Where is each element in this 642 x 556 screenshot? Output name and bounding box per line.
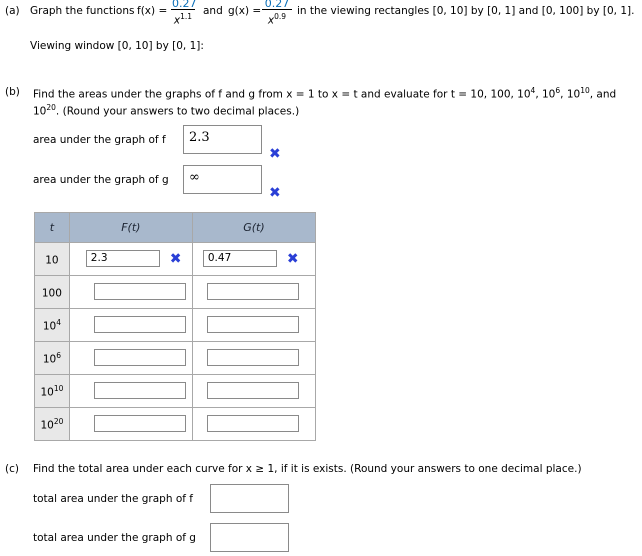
part-c-label: (c) bbox=[5, 463, 19, 475]
f-cell bbox=[69, 375, 192, 408]
viewing-rectangles-text: in the viewing rectangles [0, 10] by [0, 1] and [0, 100] by [0, 1]. bbox=[297, 5, 635, 17]
table-header-row bbox=[35, 213, 316, 243]
total-g-input[interactable] bbox=[210, 523, 289, 552]
table-row bbox=[35, 309, 316, 342]
header-t: t bbox=[35, 213, 70, 243]
header-F: F(t) bbox=[69, 213, 192, 243]
incorrect-icon: ✖ bbox=[169, 251, 182, 267]
f-input[interactable] bbox=[94, 382, 186, 399]
g-cell bbox=[192, 276, 315, 309]
incorrect-icon: ✖ bbox=[269, 185, 281, 201]
g-function-name: g(x) = bbox=[228, 5, 262, 17]
g-cell bbox=[192, 342, 315, 375]
f-denominator: $x^{1.1}$ bbox=[173, 12, 193, 27]
f-input[interactable] bbox=[94, 283, 186, 300]
g-numerator: 0.27 bbox=[262, 0, 292, 10]
total-g-label: total area under the graph of g bbox=[33, 532, 196, 544]
g-cell bbox=[192, 408, 315, 441]
part-b-label: (b) bbox=[5, 86, 20, 98]
g-cell bbox=[192, 243, 315, 276]
and-text: and bbox=[203, 5, 223, 17]
area-f-input[interactable] bbox=[183, 125, 262, 154]
part-b-instructions: Find the areas under the graphs of f and g from x = 1 to x = t and evaluate for t = 10, 100, $10^4$, $10^6$, $10^{10}$, and bbox=[33, 86, 617, 101]
g-cell bbox=[192, 309, 315, 342]
header-G: G(t) bbox=[192, 213, 315, 243]
g-fraction bbox=[262, 0, 292, 28]
f-cell bbox=[69, 243, 192, 276]
row-t: $10^6$ bbox=[35, 342, 70, 375]
f-numerator: 0.27 bbox=[172, 0, 197, 10]
f-input[interactable]: 2.3 bbox=[86, 250, 160, 267]
g-denominator: $x^{0.9}$ bbox=[267, 12, 287, 27]
part-c-instructions: Find the total area under each curve for x ≥ 1, if it is exists. (Round your answers to one decimal place.) bbox=[33, 463, 582, 475]
g-input[interactable] bbox=[207, 415, 299, 432]
f-cell bbox=[69, 342, 192, 375]
row-t: 10 bbox=[35, 243, 70, 276]
g-input[interactable] bbox=[207, 316, 299, 333]
area-g-input[interactable] bbox=[183, 165, 262, 194]
area-g-label: area under the graph of g bbox=[33, 174, 169, 186]
table-row bbox=[35, 342, 316, 375]
f-cell bbox=[69, 276, 192, 309]
table-row bbox=[35, 276, 316, 309]
f-input[interactable] bbox=[94, 316, 186, 333]
row-t: 100 bbox=[35, 276, 70, 309]
area-g-value: ∞ bbox=[189, 170, 200, 185]
f-fraction bbox=[171, 0, 195, 28]
f-cell bbox=[69, 408, 192, 441]
g-input[interactable] bbox=[207, 283, 299, 300]
f-function-name: f(x) = bbox=[137, 5, 168, 17]
incorrect-icon: ✖ bbox=[286, 251, 299, 267]
total-f-label: total area under the graph of f bbox=[33, 493, 193, 505]
total-f-input[interactable] bbox=[210, 484, 289, 513]
part-a-intro: Graph the functions bbox=[30, 5, 135, 17]
row-t: $10^4$ bbox=[35, 309, 70, 342]
part-b-instructions-cont: $10^{20}$. (Round your answers to two decimal places.) bbox=[33, 103, 300, 118]
g-input[interactable] bbox=[207, 349, 299, 366]
f-input[interactable] bbox=[94, 349, 186, 366]
g-input[interactable]: 0.47 bbox=[203, 250, 277, 267]
g-cell bbox=[192, 375, 315, 408]
area-f-label: area under the graph of f bbox=[33, 134, 166, 146]
table-row bbox=[35, 243, 316, 276]
viewing-window-label: Viewing window [0, 10] by [0, 1]: bbox=[30, 40, 204, 52]
row-t: $10^{10}$ bbox=[35, 375, 70, 408]
row-t: $10^{20}$ bbox=[35, 408, 70, 441]
table-row bbox=[35, 408, 316, 441]
incorrect-icon: ✖ bbox=[269, 146, 281, 162]
g-input[interactable] bbox=[207, 382, 299, 399]
f-input[interactable] bbox=[94, 415, 186, 432]
f-cell bbox=[69, 309, 192, 342]
area-f-value: 2.3 bbox=[189, 130, 210, 145]
values-table bbox=[34, 212, 316, 441]
table-row bbox=[35, 375, 316, 408]
part-a-label: (a) bbox=[5, 5, 20, 17]
